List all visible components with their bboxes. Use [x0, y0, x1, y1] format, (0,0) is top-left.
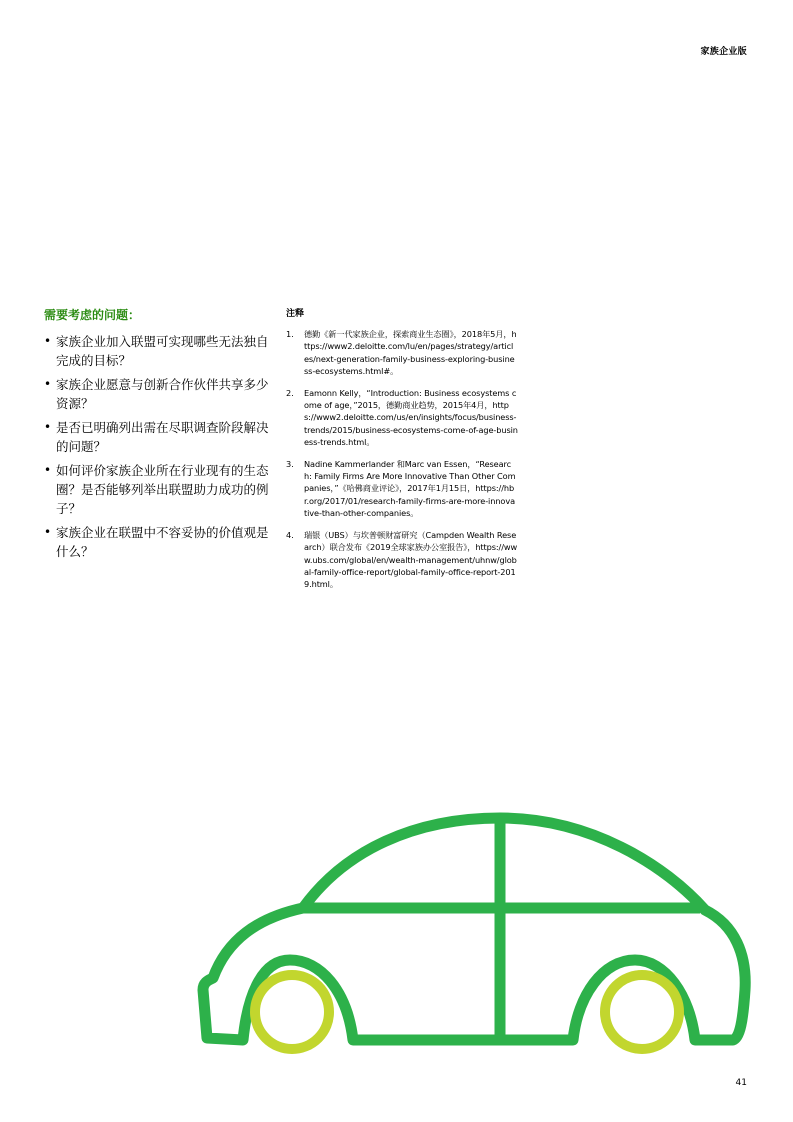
question-item: • 是否已明确列出需在尽职调查阶段解决的问题？: [44, 418, 269, 456]
car-body-outline: [203, 818, 745, 1040]
questions-section: [44, 306, 269, 566]
note-item: [286, 458, 518, 520]
front-wheel: [605, 975, 679, 1049]
note-text: Eamonn Kelly，“Introduction: Business ecosystems come of age，”2015，德勤商业趋势，2015年4月，https://www2.deloitte.com/us/en/insights/focus/business-trends/2015/business-ecosystems-come-of-age-business-trends.html。: [304, 387, 518, 448]
car-icon: [195, 800, 755, 1060]
note-number: 2.: [286, 387, 294, 398]
note-text: 德勤《新一代家族企业，探索商业生态圈》，2018年5月，https://www2.deloitte.com/lu/en/pages/strategy/articles/next-generation-family-business-exploring-business-ecosystems.html#。: [304, 329, 517, 377]
question-item: • 家族企业加入联盟可实现哪些无法独自完成的目标？: [44, 332, 269, 370]
note-text: Nadine Kammerlander 和Marc van Essen，“Research: Family Firms Are More Innovative Than Other Companies，”《哈佛商业评论》，2017年1月15日，https://hbr.org/2017/01/research-family-firms-are-more-innovative-than-other-companies。: [304, 458, 516, 519]
note-number: 3.: [286, 458, 294, 469]
note-item: [286, 529, 518, 591]
note-number: 1.: [286, 329, 294, 339]
notes-list: [286, 328, 518, 591]
question-item: • 如何评价家族企业所在行业现有的生态圈？是否能够列举出联盟助力成功的例子？: [44, 461, 269, 518]
question-item: • 家族企业在联盟中不容妥协的价值观是什么？: [44, 523, 269, 561]
note-item: [286, 328, 518, 378]
note-number: 4.: [286, 529, 294, 540]
rear-wheel: [255, 975, 329, 1049]
page-number: 41: [735, 1078, 747, 1088]
question-item: • 家族企业愿意与创新合作伙伴共享多少资源？: [44, 375, 269, 413]
note-item: [286, 387, 518, 449]
notes-section: [286, 306, 518, 600]
notes-title: 注释: [286, 309, 305, 319]
note-text: 瑞银（UBS）与坎普顿财富研究（Campden Wealth Research）联合发布《2019全球家族办公室报告》，https://www.ubs.com/global/en/wealth-management/uhnw/global-family-office-report/global-family-office-report-2019.html。: [304, 529, 518, 590]
section-label: 家族企业版: [700, 47, 747, 57]
questions-list: [44, 332, 269, 561]
questions-title: 需要考虑的问题：: [44, 308, 141, 322]
